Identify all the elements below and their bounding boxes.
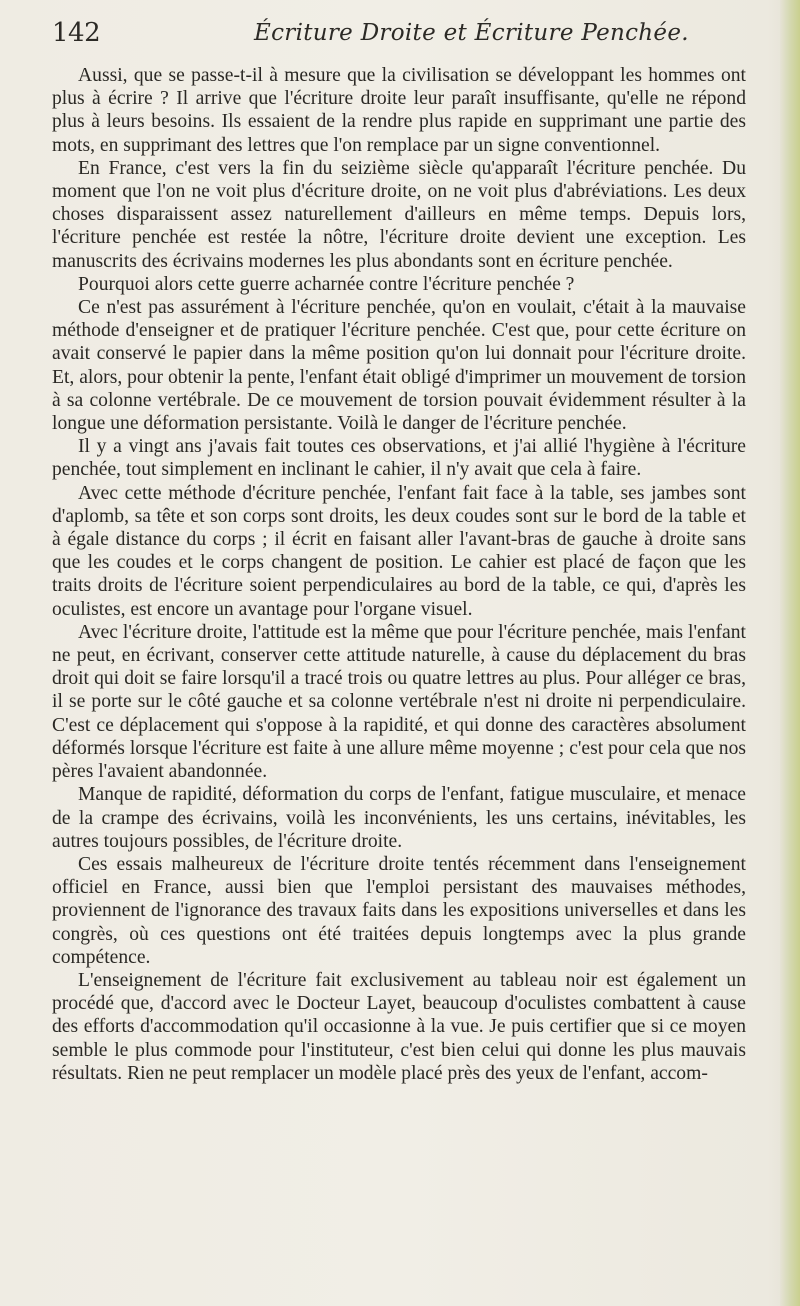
body-text: [52, 64, 746, 1085]
paragraph: Pourquoi alors cette guerre acharnée contre l'écriture penchée ?: [78, 273, 575, 295]
running-title: Écriture Droite et Écriture Penchée.: [254, 20, 689, 46]
paragraph: Avec cette méthode d'écriture penchée, l'enfant fait face à la table, ses jambes sont d'aplomb, sa tête et son corps sont droits, les deux coudes sont sur le bord de la table et à égale distance du corps ; il écrit en faisant aller l'avant-bras de gauche à droite sans que les coudes et le corps changent de position. Le cahier est placé de façon que les traits droits de l'écriture soient perpendiculaires au bord de la table, ce qui, d'après les oculistes, est encore un avantage pour l'organe visuel.: [52, 482, 746, 620]
paragraph: L'enseignement de l'écriture fait exclusivement au tableau noir est également un procédé que, d'accord avec le Docteur Layet, beaucoup d'oculistes combattent à cause des efforts d'accommodation qu'il occasionne à la vue. Je puis certifier que si ce moyen semble le plus commode pour l'instituteur, c'est bien celui qui donne les plus mauvais résultats. Rien ne peut remplacer un modèle placé près des yeux de l'enfant, accom-: [52, 969, 746, 1084]
paragraph: Aussi, que se passe-t-il à mesure que la civilisation se développant les hommes ont plus à écrire ? Il arrive que l'écriture droite leur paraît insuffisante, qu'elle ne répond plus à leurs besoins. Ils essaient de la rendre plus rapide en supprimant une partie des mots, en supprimant des lettres que l'on remplace par un signe conventionnel.: [52, 65, 746, 156]
page-edge: [780, 0, 800, 1306]
paragraph: Ce n'est pas assurément à l'écriture penchée, qu'on en voulait, c'était à la mauvaise méthode d'enseigner et de pratiquer l'écriture penchée. C'est que, pour cette écriture on avait conservé le papier dans la même position qu'on lui donnait pour l'écriture droite. Et, alors, pour obtenir la pente, l'enfant était obligé d'imprimer un mouvement de torsion à sa colonne vertébrale. De ce mouvement de torsion pouvait évidemment résulter à la longue une déformation persistante. Voilà le danger de l'écriture penchée.: [52, 297, 746, 435]
paragraph: Ces essais malheureux de l'écriture droite tentés récemment dans l'enseignement officiel en France, aussi bien que l'emploi persistant des mauvaises méthodes, proviennent de l'ignorance des travaux faits dans les expositions universelles et dans les congrès, où ces questions ont été traitées depuis longtemps avec la plus grande compétence.: [52, 853, 746, 968]
paragraph: Il y a vingt ans j'avais fait toutes ces observations, et j'ai allié l'hygiène à l'écriture penchée, tout simplement en inclinant le cahier, il n'y avait que cela à faire.: [52, 436, 746, 481]
paragraph: En France, c'est vers la fin du seizième siècle qu'apparaît l'écriture penchée. Du moment que l'on ne voit plus d'écriture droite, on ne voit plus d'abréviations. Les deux choses disparaissent assez naturellement d'ailleurs en même temps. Depuis lors, l'écriture penchée est restée la nôtre, l'écriture droite devient une exception. Les manuscrits des écrivains modernes les plus abondants sont en écriture penchée.: [52, 157, 746, 272]
running-header: [52, 14, 752, 54]
page-number: 142: [52, 18, 101, 48]
paragraph: Manque de rapidité, déformation du corps de l'enfant, fatigue musculaire, et menace de la crampe des écrivains, voilà les inconvénients, les uns certains, inévitables, les autres toujours possibles, de l'écriture droite.: [52, 784, 746, 852]
paragraph: Avec l'écriture droite, l'attitude est la même que pour l'écriture penchée, mais l'enfant ne peut, en écrivant, conserver cette attitude naturelle, à cause du déplacement du bras droit qui doit se faire lorsqu'il a tracé trois ou quatre lettres au plus. Pour alléger ce bras, il se porte sur le côté gauche et sa colonne vertébrale n'est ni droite ni perpendiculaire. C'est ce déplacement qui s'oppose à la rapidité, et qui donne des caractères absolument déformés lorsque l'écriture est faite à une allure même moyenne ; c'est pour cela que nos pères l'avaient abandonnée.: [52, 621, 746, 783]
